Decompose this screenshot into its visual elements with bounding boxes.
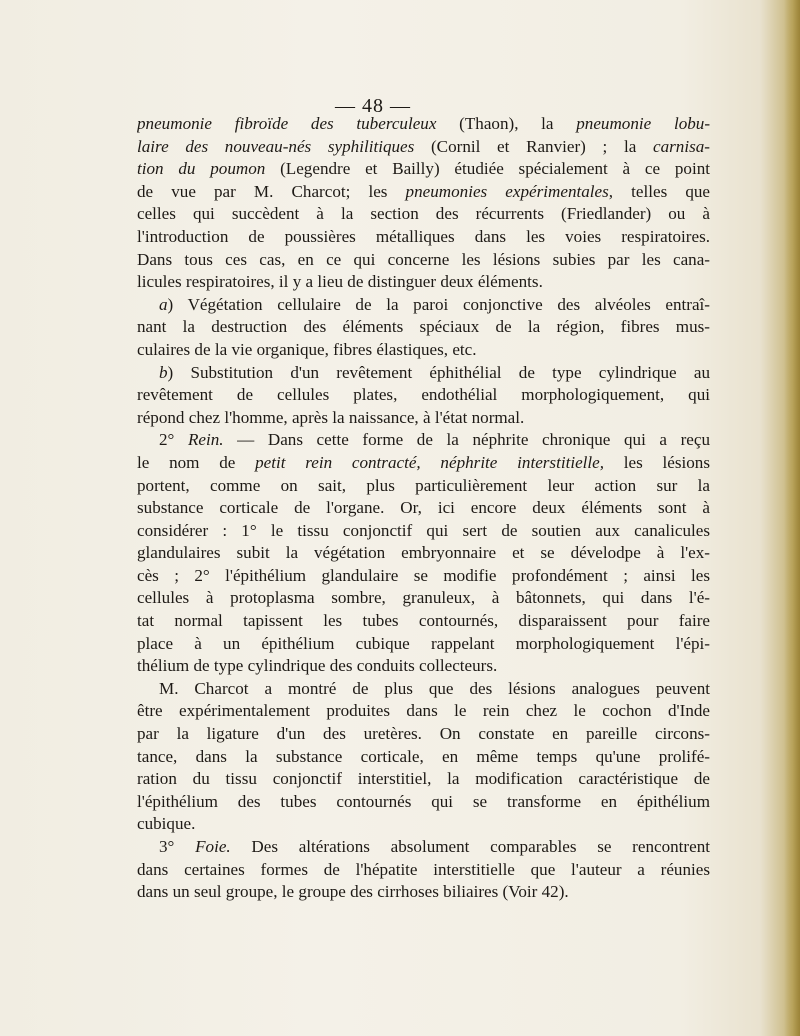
text-run: portent, comme on sait, plus particulièrement leur action sur la <box>137 475 710 495</box>
text-line <box>137 836 710 859</box>
text-line <box>137 746 710 769</box>
text-run: les lésions <box>604 452 710 472</box>
text-run: culaires de la vie organique, fibres élastiques, etc. <box>137 339 477 359</box>
text-run: thélium de type cylindrique des conduits collecteurs. <box>137 656 498 676</box>
text-line <box>137 497 710 520</box>
text-line <box>137 859 710 882</box>
text-line <box>137 587 710 610</box>
italic-text-run: Rein. <box>187 430 224 450</box>
text-line <box>137 429 710 452</box>
italic-text-run: pneumonies expérimentales <box>405 181 609 201</box>
text-run: l'introduction de poussières métalliques dans les voies respiratoires. <box>137 226 710 246</box>
text-run: — Dans cette forme de la néphrite chronique qui a reçu <box>223 430 710 450</box>
italic-text-run: tion du poumon <box>137 159 266 179</box>
text-run: glandulaires subit la végétation embryonnaire et se dévelodpe à l'ex- <box>137 543 710 563</box>
body-text <box>137 113 710 904</box>
text-run: tance, dans la substance corticale, en même temps qu'une prolifé- <box>137 746 710 766</box>
page-number: — 48 — <box>335 95 411 117</box>
italic-text-run: carnisa- <box>653 136 710 156</box>
text-line <box>137 655 710 678</box>
text-run: celles qui succèdent à la section des récurrents (Friedlander) ou à <box>137 204 710 224</box>
text-line <box>137 881 710 904</box>
text-run: dans certaines formes de l'hépatite interstitielle que l'auteur a réunies <box>137 859 710 879</box>
text-run: dans un seul groupe, le groupe des cirrhoses biliaires (Voir 42). <box>137 882 569 902</box>
text-line <box>137 813 710 836</box>
text-run: ) Végétation cellulaire de la paroi conjonctive des alvéoles entraî- <box>167 294 710 314</box>
text-run: nant la destruction des éléments spéciaux de la région, fibres mus- <box>137 317 710 337</box>
page-edge-shadow <box>784 0 800 1036</box>
text-run: le nom de <box>137 452 256 472</box>
text-line <box>137 316 710 339</box>
italic-text-run: a <box>159 294 168 314</box>
text-line <box>137 475 710 498</box>
text-line <box>137 407 710 430</box>
text-run: être expérimentalement produites dans le rein chez le cochon d'Inde <box>137 701 710 721</box>
text-line <box>137 791 710 814</box>
text-line <box>137 203 710 226</box>
text-run: ) Substitution d'un revêtement éphithélial de type cylindrique au <box>167 362 710 382</box>
italic-text-run: laire des nouveau-nés syphilitiques <box>137 136 415 156</box>
text-line <box>137 294 710 317</box>
text-run: par la ligature d'un des uretères. On constate en pareille circons- <box>137 724 710 744</box>
text-run: licules respiratoires, il y a lieu de distinguer deux éléments. <box>137 272 543 292</box>
text-line <box>137 113 710 136</box>
text-run: tat normal tapissent les tubes contournés, disparaissent pour faire <box>137 611 710 631</box>
text-line <box>137 226 710 249</box>
text-run: cubique. <box>137 814 196 834</box>
text-line <box>137 678 710 701</box>
text-run: cès ; 2° l'épithélium glandulaire se modifie profondément ; ainsi les <box>137 565 710 585</box>
text-run: 2° <box>159 430 188 450</box>
text-run: (Thaon), la <box>436 114 577 133</box>
text-run: , telles que <box>608 181 710 201</box>
text-run: 3° <box>159 837 196 856</box>
text-run: M. Charcot a montré de plus que des lésions analogues peuvent <box>159 678 710 698</box>
text-line <box>137 384 710 407</box>
text-line <box>137 452 710 475</box>
italic-text-run: b <box>159 362 168 382</box>
text-run: Dans tous ces cas, en ce qui concerne les lésions subies par les cana- <box>137 249 710 269</box>
text-run: substance corticale de l'organe. Or, ici encore deux éléments sont à <box>137 498 710 518</box>
text-run: (Cornil et Ranvier) ; la <box>414 136 654 156</box>
text-line <box>137 723 710 746</box>
text-run: ration du tissu conjonctif interstitiel, la modification caractéristique de <box>137 769 710 789</box>
text-line <box>137 542 710 565</box>
text-run: l'épithélium des tubes contournés qui se transforme en épithélium <box>137 791 710 811</box>
text-line <box>137 565 710 588</box>
text-run: considérer : 1° le tissu conjonctif qui sert de soutien aux canalicules <box>137 520 710 540</box>
italic-text-run: Foie. <box>195 837 231 856</box>
text-run: (Legendre et Bailly) étudiée spécialement à ce point <box>265 159 710 179</box>
text-run: cellules à protoplasma sombre, granuleux, à bâtonnets, qui dans l'é- <box>137 588 710 608</box>
text-run: place à un épithélium cubique rappelant morphologiquement l'épi- <box>137 633 710 653</box>
text-line <box>137 520 710 543</box>
text-run: Des altérations absolument comparables se rencontrent <box>230 837 710 856</box>
text-run: de vue par M. Charcot; les <box>137 181 406 201</box>
text-line <box>137 610 710 633</box>
text-line <box>137 339 710 362</box>
text-line <box>137 700 710 723</box>
italic-text-run: pneumonie fibroïde des tuberculeux <box>137 114 437 133</box>
text-line <box>137 768 710 791</box>
text-line <box>137 136 710 159</box>
text-line <box>137 633 710 656</box>
text-run: revêtement de cellules plates, endothélial morphologiquement, qui <box>137 385 710 405</box>
text-line <box>137 181 710 204</box>
italic-text-run: petit rein contracté, néphrite interstitielle, <box>255 452 605 472</box>
text-line <box>137 249 710 272</box>
text-run: répond chez l'homme, après la naissance, à l'état normal. <box>137 407 525 427</box>
text-line <box>137 271 710 294</box>
text-line <box>137 158 710 181</box>
italic-text-run: pneumonie lobu- <box>576 114 710 133</box>
text-line <box>137 362 710 385</box>
